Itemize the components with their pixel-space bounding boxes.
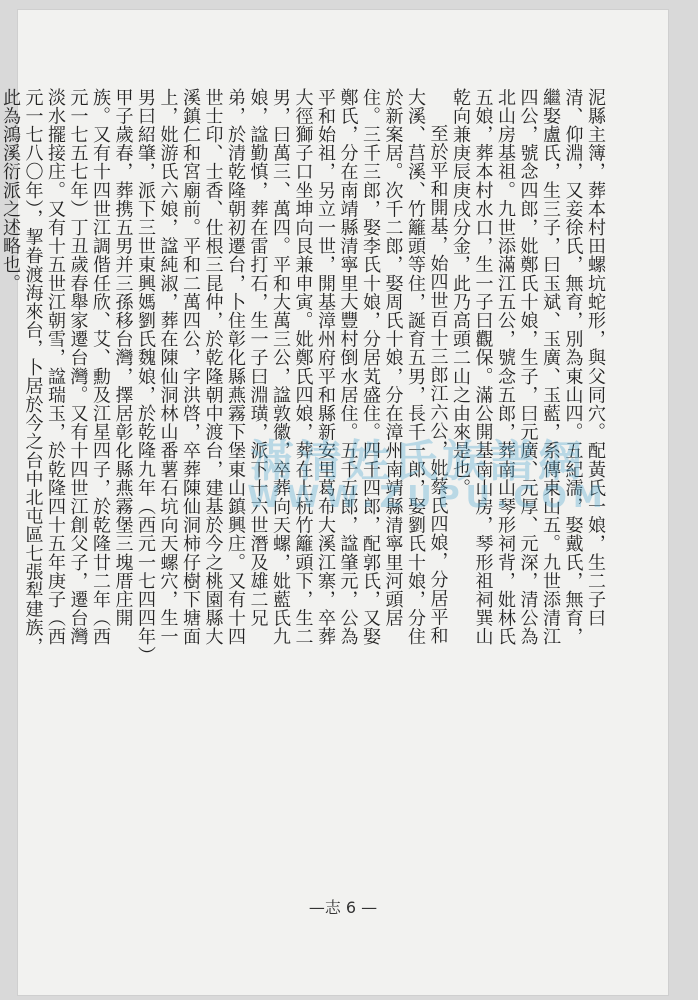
page-number: —志 6 —: [308, 898, 378, 917]
watermark-sub: WWW.ZUPU.COM: [247, 480, 609, 515]
paragraph-2: 至於平和開基，始四世百十三郎江六公，妣蔡氏四娘，分居平和大溪、莒溪、竹籬頭等住，誕育五男，長千一郎，娶劉氏十娘，分住於新案居。次千二郎，娶周氏十娘，分在漳州南靖縣清寧里河頭居住。三千三郎，娶李氏十娘，分居芄盛住。四千四郎，配郭氏，又娶鄭氏，分在南靖縣清寧里大豐村倒水居住。五千五郎，諡肇元，公為平和始祖，另立一世，開基漳州府平和縣新安里葛布大溪江寨，卒葬大徑獅子口坐坤向艮兼申寅。妣鄭氏四娘，葬在上杭竹籬頭下，生二男，曰萬三、萬四。平和大萬三公，諡敦徽，卒葬向天螺，妣藍氏九娘，諡勤慎，葬在雷打石，生一子曰淵璜，派下十六世潛及雄二兄弟，於清乾隆朝初遷台，卜住彰化縣燕霧下堡東山鎮興庄。又有十四世士印、士香、仕根三昆仲，於乾隆朝中渡台，建基於今之桃園縣大溪鎮仁和宮廟前。平和二萬四公，字洪啓，卒葬陳仙洞柿仔樹下塘面上，妣游氏六娘，諡純淑，葬在陳仙洞林山番薯石坑向天螺穴，生一男曰紹肇，派下三世東興媽劉氏魏娘，於乾隆九年（西元一七四四年）甲子歲春，葬携五男并三孫移台灣，擇居彰化縣燕霧堡三塊厝庄開族。又有十四世江調偕任欣、艾、勳及江星四子，於乾隆廿二年（西元一七五七年）丁丑歲春舉家遷台灣。又有十四世江創父子，遷台灣淡水擺接庄。又有十五世江朝雪，諡瑞玉，於乾隆四十五年庚子（西元一七八〇年），挈眷渡海來台，卜居於今之台中北屯區七張犁建族，此為鴻溪衍派之述略也。: [0, 88, 449, 656]
paragraph-1: 泥縣主簿，葬本村田螺坑蛇形，與父同穴。配黃氏一娘，生二子曰清、仰淵，又妾徐氏，無育，別為東山四。五紀濡，娶戴氏，無育，繼娶盧氏，生三子，曰玉斌、玉廣、玉藍，系傳東山五。九世添清江四公，號念四郎，妣鄭氏十娘，生子，曰元廣、元厚、元深，清公為北山房基祖。九世添滿江五公，號念五郎，葬南山琴形祠背，妣林氏五娘，葬本村水口，生一子曰觀保。滿公開基南山房，琴形祖祠巽山乾向兼庚辰庚戌分金，此乃高頭二山之由來是也。: [450, 88, 606, 646]
vertical-text-block: [0, 88, 606, 658]
document-page: [0, 10, 668, 995]
watermark-main: 滿清姓氏族譜網: [250, 436, 586, 487]
